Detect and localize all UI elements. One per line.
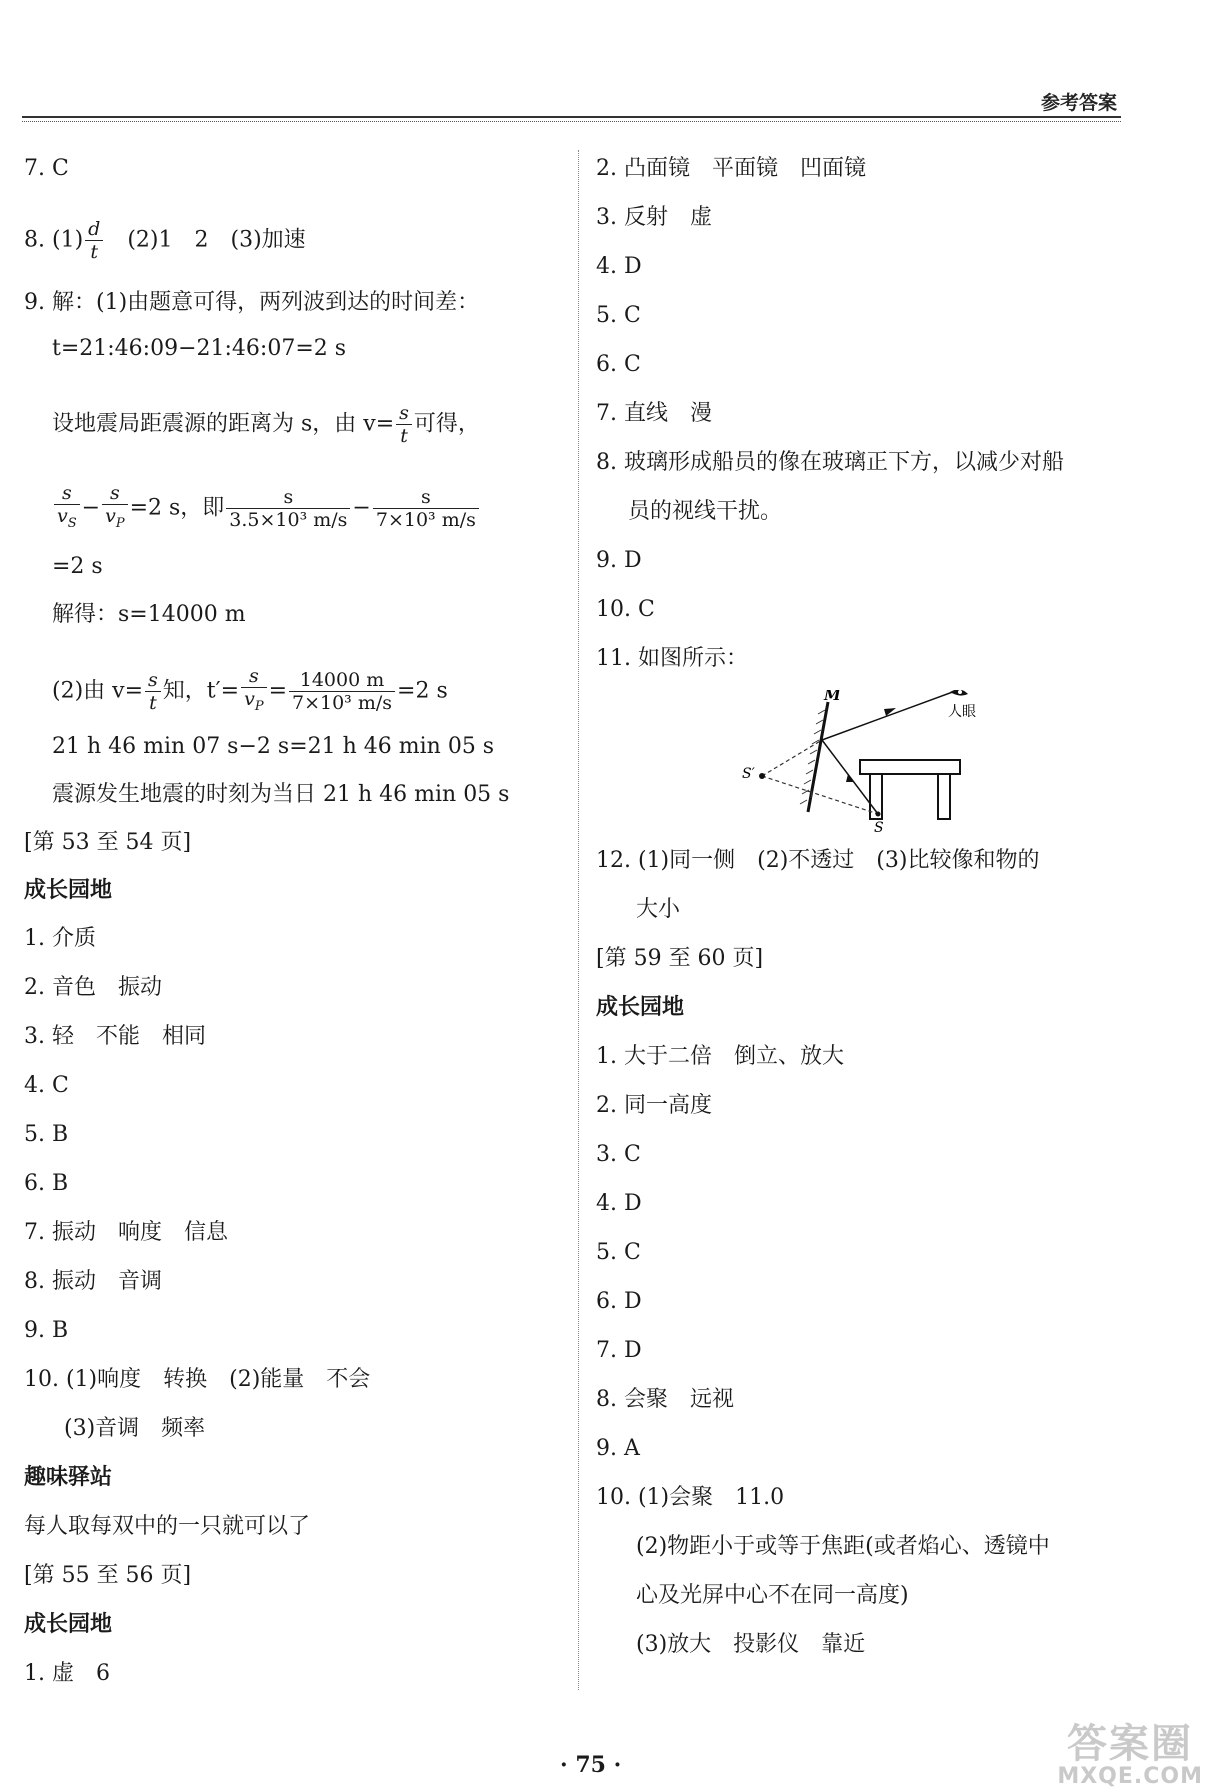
- answer-r-12-cont: 大小: [636, 897, 681, 922]
- frac-den: $v_S$: [57, 505, 77, 531]
- section-heading-55-56: [第 55 至 56 页]: [24, 1563, 192, 1588]
- point-s: [876, 812, 881, 817]
- section-growth-1: 成长园地: [24, 878, 113, 903]
- answer-r-9: 9. D: [596, 548, 642, 573]
- fraction-s-over-vs: [54, 482, 80, 535]
- fraction-14000-over-7000: [289, 669, 395, 714]
- part2-a: (2)由 v=: [52, 678, 144, 704]
- answer-r-6: 6. C: [596, 352, 641, 377]
- answer-fun: 每人取每双中的一只就可以了: [24, 1514, 311, 1539]
- answer-r-2: 2. 凸面镜 平面镜 凹面镜: [596, 156, 866, 181]
- watermark: [1033, 1712, 1213, 1792]
- answer-s59-5: 5. C: [596, 1240, 641, 1265]
- frac-num: s: [373, 486, 479, 509]
- frac-den: $v_P$: [244, 688, 264, 714]
- frac-num: s: [54, 482, 80, 505]
- label-s-prime: S′: [742, 766, 755, 782]
- virtual-ray-to-s: [762, 776, 878, 814]
- label-s: S: [874, 820, 884, 836]
- frac-den: t: [400, 425, 408, 447]
- answer-s59-4: 4. D: [596, 1191, 642, 1216]
- setup-tail: 可得，: [413, 411, 480, 437]
- frac-num: s: [396, 402, 412, 425]
- answer-s53-4: 4. C: [24, 1073, 69, 1098]
- answer-s59-1: 1. 大于二倍 倒立、放大: [596, 1044, 844, 1069]
- answer-r-10: 10. C: [596, 597, 655, 622]
- incident-arrow: [846, 774, 854, 782]
- fraction-s-over-t: [396, 402, 412, 447]
- answer-s59-9: 9. A: [596, 1436, 640, 1461]
- answer-9-part2: (2)由 v= $\frac{s}{t}$ 知，t′= $\frac{s}{v_P}$ = $\frac{14000 m}{\text{7×10³ m/s}}$ =2 s: [52, 665, 448, 718]
- answer-8-prefix: 8. (1): [24, 227, 84, 253]
- right-angle-mark: [806, 791, 812, 798]
- answer-s53-5: 5. B: [24, 1122, 69, 1147]
- frac-num: s: [241, 665, 266, 688]
- answer-8-rest: (2)1 2 (3)加速: [127, 227, 306, 253]
- section-growth-3: 成长园地: [596, 995, 685, 1020]
- frac-den: 3.5×10³ m/s: [229, 508, 348, 531]
- frac-den: 7×10³ m/s: [375, 508, 476, 531]
- answer-s59-10-part3: (3)放大 投影仪 靠近: [636, 1632, 866, 1657]
- answer-r-5: 5. C: [596, 303, 641, 328]
- answer-s53-10-part3: (3)音调 频率: [64, 1416, 206, 1441]
- answer-9-time-calc: 21 h 46 min 07 s−2 s=21 h 46 min 05 s: [52, 734, 495, 759]
- answer-s53-1: 1. 介质: [24, 926, 96, 951]
- table-top: [860, 760, 960, 774]
- label-m: M: [824, 690, 841, 704]
- answer-9-time-diff: t=21:46:09−21:46:07=2 s: [52, 336, 347, 361]
- answer-r-8-cont: 员的视线干扰。: [628, 499, 783, 524]
- answer-r-7: 7. 直线 漫: [596, 401, 712, 426]
- answer-s53-9: 9. B: [24, 1318, 69, 1343]
- answer-9-equation-result: =2 s: [52, 554, 103, 579]
- frac-num: s: [226, 486, 350, 509]
- table-leg-right: [938, 774, 950, 819]
- answer-s59-3: 3. C: [596, 1142, 641, 1167]
- fraction-s-over-vp-2: [241, 665, 266, 718]
- section-heading-59-60: [第 59 至 60 页]: [596, 946, 764, 971]
- section-heading-53-54: [第 53 至 54 页]: [24, 830, 192, 855]
- answer-s59-7: 7. D: [596, 1338, 642, 1363]
- answer-8: [24, 218, 306, 263]
- fraction-s-over-3500: [226, 486, 350, 531]
- frac-den: t: [90, 241, 99, 263]
- part2-b: 知，t′=: [162, 678, 240, 704]
- answer-s53-6: 6. B: [24, 1171, 69, 1196]
- answer-s59-10: 10. (1)会聚 11.0: [596, 1485, 785, 1510]
- setup-text: 设地震局距震源的距离为 s，由 v=: [52, 411, 395, 437]
- fraction-d-over-t: [85, 218, 103, 263]
- answer-r-4: 4. D: [596, 254, 642, 279]
- point-s-prime: [759, 773, 765, 779]
- fraction-s-over-7000: [373, 486, 479, 531]
- answer-9-setup: [52, 402, 480, 447]
- frac-den: t: [149, 691, 157, 714]
- page-number: · 75 ·: [560, 1752, 622, 1778]
- frac-num: d: [85, 218, 103, 241]
- answer-s53-7: 7. 振动 响度 信息: [24, 1220, 228, 1245]
- answer-r-11: 11. 如图所示：: [596, 646, 748, 671]
- mirror-reflection-figure: [730, 690, 1000, 840]
- section-fun: 趣味驿站: [24, 1465, 113, 1490]
- frac-num: s: [102, 482, 127, 505]
- equation-mid: =2 s，即: [129, 495, 225, 521]
- answer-s59-10-part2-cont: 心及光屏中心不在同一高度): [636, 1583, 909, 1608]
- answer-9-solve: 解得：s=14000 m: [52, 602, 246, 627]
- label-eye: 人眼: [948, 704, 976, 720]
- fraction-s-over-t-2: [145, 669, 161, 714]
- part2-end: =2 s: [397, 678, 448, 704]
- fraction-s-over-vp: [102, 482, 127, 535]
- answer-s53-8: 8. 振动 音调: [24, 1269, 162, 1294]
- frac-den: $v_P$: [105, 505, 125, 531]
- answer-r-12: 12. (1)同一侧 (2)不透过 (3)比较像和物的: [596, 848, 1040, 873]
- answer-9-conclusion: 震源发生地震的时刻为当日 21 h 46 min 05 s: [52, 782, 510, 807]
- reflected-ray: [822, 690, 958, 740]
- answer-7: 7. C: [24, 156, 69, 181]
- header-rule-dotted: [22, 121, 1121, 122]
- virtual-ray-to-eye: [762, 740, 822, 776]
- frac-den: 7×10³ m/s: [292, 691, 393, 714]
- section-growth-2: 成长园地: [24, 1612, 113, 1637]
- answer-s53-2: 2. 音色 振动: [24, 975, 162, 1000]
- answer-s59-2: 2. 同一高度: [596, 1093, 712, 1118]
- column-separator: [578, 150, 579, 1690]
- answer-9-equation: $\frac{s}{v_S}$ − $\frac{s}{v_P}$ =2 s，即 $\frac{s}{\text{3.5×10³ m/s}}$ − $\frac{s}{\text{7×10³ m/s}}$: [52, 482, 481, 535]
- answer-r-3: 3. 反射 虚: [596, 205, 712, 230]
- answer-s59-6: 6. D: [596, 1289, 642, 1314]
- header-label: 参考答案: [1040, 92, 1117, 114]
- answer-s55-1: 1. 虚 6: [24, 1661, 110, 1686]
- frac-num: 14000 m: [289, 669, 395, 692]
- answer-r-8: 8. 玻璃形成船员的像在玻璃正下方，以减少对船: [596, 450, 1064, 475]
- frac-num: s: [145, 669, 161, 692]
- answer-s59-10-part2: (2)物距小于或等于焦距(或者焰心、透镜中: [636, 1534, 1050, 1559]
- header-rule: [22, 116, 1121, 118]
- answer-s53-10: 10. (1)响度 转换 (2)能量 不会: [24, 1367, 371, 1392]
- answer-s53-3: 3. 轻 不能 相同: [24, 1024, 206, 1049]
- answer-s59-8: 8. 会聚 远视: [596, 1387, 734, 1412]
- watermark-logo-text: 答案圈: [1067, 1721, 1193, 1767]
- eye-icon: [950, 690, 968, 696]
- watermark-url: MXQE.COM: [1057, 1764, 1203, 1789]
- answer-9-head: 9. 解：(1)由题意可得，两列波到达的时间差：: [24, 290, 480, 315]
